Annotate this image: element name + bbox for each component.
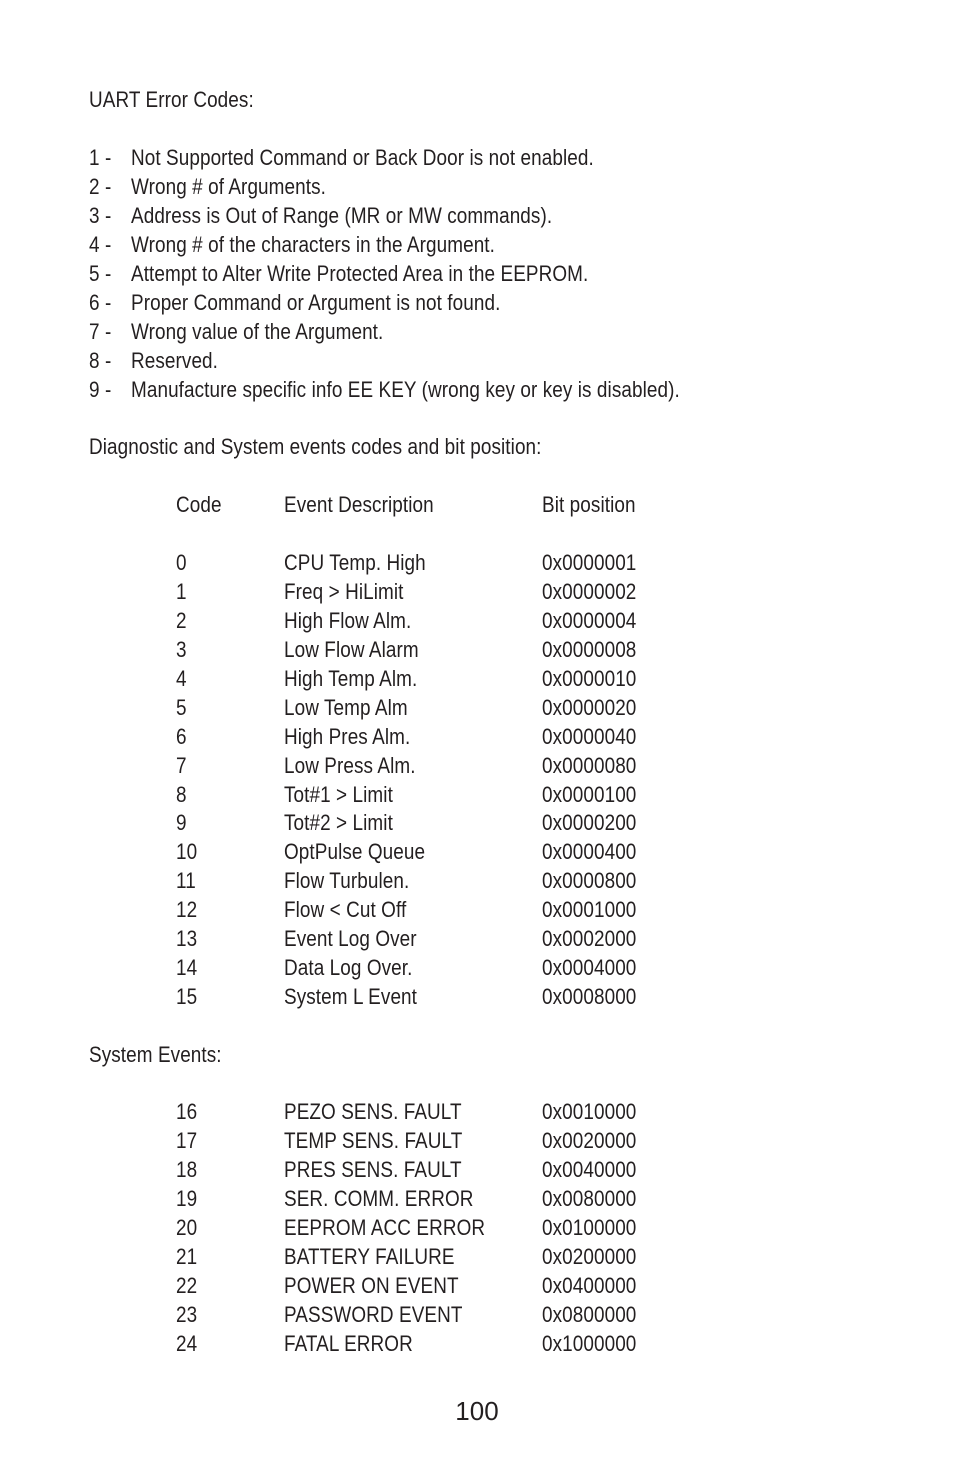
error-number: 5 - — [89, 261, 112, 286]
event-code: 0 — [176, 550, 187, 575]
event-description: Flow Turbulen. — [284, 868, 410, 893]
event-bit-position: 0x0001000 — [542, 897, 637, 922]
event-bit-position: 0x1000000 — [542, 1331, 637, 1356]
event-code: 24 — [176, 1331, 198, 1356]
error-text: Attempt to Alter Write Protected Area in the EEPROM. — [131, 261, 589, 286]
error-text: Manufacture specific info EE KEY (wrong key or key is disabled). — [131, 377, 680, 402]
bit-position-column-header: Bit position — [542, 492, 636, 517]
event-description: Low Flow Alarm — [284, 637, 419, 662]
event-bit-position: 0x0000002 — [542, 579, 637, 604]
event-bit-position: 0x0008000 — [542, 984, 637, 1009]
event-description: Event Log Over — [284, 926, 417, 951]
event-code: 18 — [176, 1157, 198, 1182]
event-bit-position: 0x0000020 — [542, 695, 637, 720]
event-description: Data Log Over. — [284, 955, 413, 980]
event-code: 3 — [176, 637, 187, 662]
event-code: 10 — [176, 839, 198, 864]
event-code: 12 — [176, 897, 198, 922]
error-number: 4 - — [89, 232, 112, 257]
event-description: CPU Temp. High — [284, 550, 426, 575]
system-events-heading: System Events: — [89, 1042, 222, 1067]
event-description: Low Temp Alm — [284, 695, 408, 720]
event-bit-position: 0x0000400 — [542, 839, 637, 864]
event-bit-position: 0x0020000 — [542, 1128, 637, 1153]
error-text: Address is Out of Range (MR or MW commands). — [131, 203, 553, 228]
event-description: High Temp Alm. — [284, 666, 418, 691]
event-description: High Pres Alm. — [284, 724, 411, 749]
event-code: 5 — [176, 695, 187, 720]
event-description: POWER ON EVENT — [284, 1273, 459, 1298]
error-number: 7 - — [89, 319, 112, 344]
event-bit-position: 0x0000004 — [542, 608, 637, 633]
event-code: 4 — [176, 666, 187, 691]
error-text: Not Supported Command or Back Door is not enabled. — [131, 145, 594, 170]
event-bit-position: 0x0004000 — [542, 955, 637, 980]
event-bit-position: 0x0080000 — [542, 1186, 637, 1211]
event-description: Freq > HiLimit — [284, 579, 404, 604]
event-bit-position: 0x0100000 — [542, 1215, 637, 1240]
event-bit-position: 0x0010000 — [542, 1099, 637, 1124]
event-code: 9 — [176, 810, 187, 835]
event-description: System L Event — [284, 984, 418, 1009]
error-number: 9 - — [89, 377, 112, 402]
event-description: Low Press Alm. — [284, 753, 416, 778]
error-number: 1 - — [89, 145, 112, 170]
event-bit-position: 0x0000080 — [542, 753, 637, 778]
error-number: 6 - — [89, 290, 112, 315]
event-bit-position: 0x0002000 — [542, 926, 637, 951]
description-column-header: Event Description — [284, 492, 434, 517]
event-description: High Flow Alm. — [284, 608, 412, 633]
event-code: 23 — [176, 1302, 198, 1327]
event-description: Tot#1 > Limit — [284, 782, 393, 807]
event-description: Flow < Cut Off — [284, 897, 407, 922]
error-number: 3 - — [89, 203, 112, 228]
error-text: Wrong # of Arguments. — [131, 174, 326, 199]
event-bit-position: 0x0000040 — [542, 724, 637, 749]
page-number: 100 — [455, 1396, 499, 1426]
event-code: 16 — [176, 1099, 198, 1124]
error-text: Wrong # of the characters in the Argument. — [131, 232, 495, 257]
event-code: 15 — [176, 984, 198, 1009]
event-code: 14 — [176, 955, 198, 980]
event-bit-position: 0x0000100 — [542, 782, 637, 807]
event-bit-position: 0x0200000 — [542, 1244, 637, 1269]
event-description: OptPulse Queue — [284, 839, 426, 864]
event-code: 8 — [176, 782, 187, 807]
diagnostic-heading: Diagnostic and System events codes and bit position: — [89, 434, 542, 459]
error-text: Wrong value of the Argument. — [131, 319, 384, 344]
event-description: SER. COMM. ERROR — [284, 1186, 474, 1211]
error-text: Proper Command or Argument is not found. — [131, 290, 501, 315]
event-bit-position: 0x0040000 — [542, 1157, 637, 1182]
event-description: Tot#2 > Limit — [284, 810, 393, 835]
error-text: Reserved. — [131, 348, 219, 373]
event-description: FATAL ERROR — [284, 1331, 413, 1356]
event-code: 21 — [176, 1244, 198, 1269]
event-code: 17 — [176, 1128, 198, 1153]
event-code: 6 — [176, 724, 187, 749]
event-bit-position: 0x0000800 — [542, 868, 637, 893]
event-description: PASSWORD EVENT — [284, 1302, 463, 1327]
event-bit-position: 0x0000010 — [542, 666, 637, 691]
event-code: 7 — [176, 753, 187, 778]
event-code: 13 — [176, 926, 198, 951]
event-code: 1 — [176, 579, 187, 604]
error-number: 8 - — [89, 348, 112, 373]
event-code: 22 — [176, 1273, 198, 1298]
event-description: TEMP SENS. FAULT — [284, 1128, 463, 1153]
event-bit-position: 0x0000200 — [542, 810, 637, 835]
code-column-header: Code — [176, 492, 222, 517]
event-code: 2 — [176, 608, 187, 633]
event-description: PRES SENS. FAULT — [284, 1157, 462, 1182]
uart-heading: UART Error Codes: — [89, 87, 254, 112]
event-code: 20 — [176, 1215, 198, 1240]
event-bit-position: 0x0400000 — [542, 1273, 637, 1298]
event-bit-position: 0x0000008 — [542, 637, 637, 662]
event-bit-position: 0x0000001 — [542, 550, 637, 575]
event-description: PEZO SENS. FAULT — [284, 1099, 462, 1124]
event-code: 19 — [176, 1186, 198, 1211]
error-number: 2 - — [89, 174, 112, 199]
event-code: 11 — [176, 868, 196, 893]
event-bit-position: 0x0800000 — [542, 1302, 637, 1327]
event-description: EEPROM ACC ERROR — [284, 1215, 486, 1240]
event-description: BATTERY FAILURE — [284, 1244, 455, 1269]
